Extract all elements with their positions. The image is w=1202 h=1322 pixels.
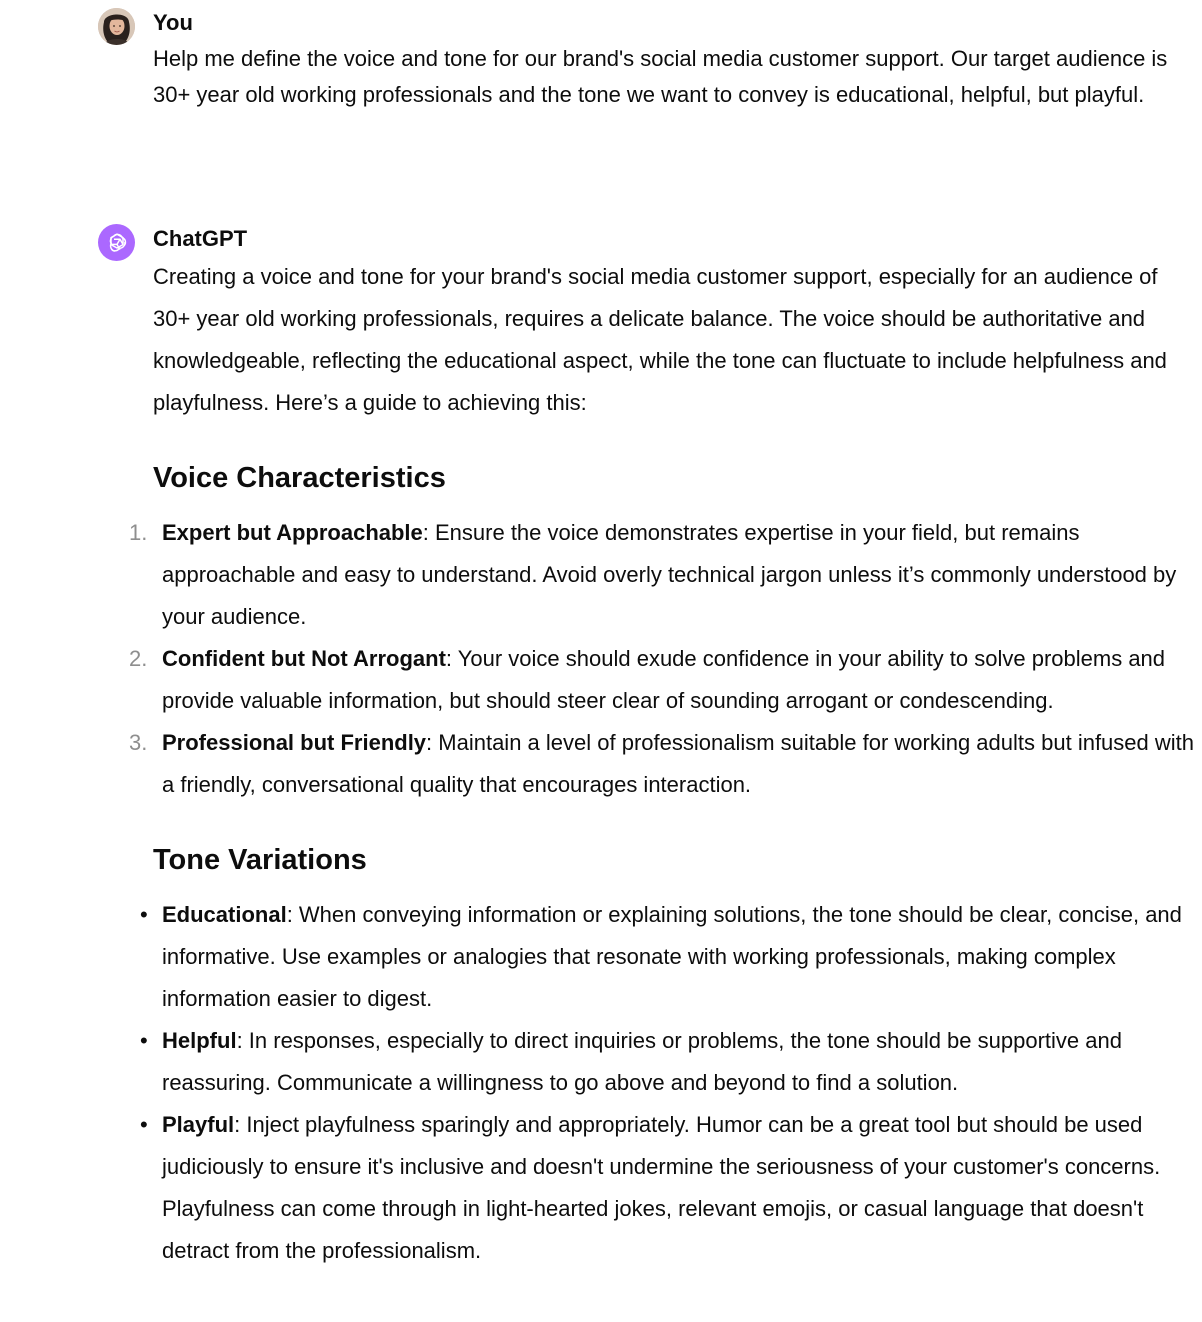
- list-item-text: : Ensure the voice demonstrates expertise in your field, but remains approachable and easy to understand. Avoid overly technical jargon unless it’s commonly understood by your audience.: [162, 520, 1177, 629]
- list-number: 1.: [129, 520, 148, 545]
- list-item-text: : Maintain a level of professionalism suitable for working adults but infused with a friendly, conversational quality that encourages interaction.: [162, 730, 1194, 797]
- list-item: [129, 638, 1194, 722]
- list-number: 2.: [129, 646, 148, 671]
- voice-characteristics-heading: Voice Characteristics: [153, 462, 446, 494]
- voice-characteristics-list: [129, 512, 1194, 806]
- bullet-icon: •: [140, 1112, 148, 1137]
- list-item-text: : Your voice should exude confidence in your ability to solve problems and provide valuable information, but should steer clear of sounding arrogant or condescending.: [162, 646, 1166, 713]
- list-item-title: Educational: [162, 902, 287, 927]
- assistant-author-name: ChatGPT: [153, 226, 248, 251]
- list-item: [140, 1104, 1194, 1272]
- user-author-name: You: [153, 10, 193, 35]
- list-item-title: Helpful: [162, 1028, 237, 1053]
- assistant-avatar: [98, 224, 135, 261]
- list-item-title: Playful: [162, 1112, 235, 1137]
- user-message-text: Help me define the voice and tone for our brand's social media customer support. Our target audience is 30+ year old working professionals and the tone we want to convey is educational, helpful, but playful.: [153, 46, 1168, 107]
- assistant-response: [129, 256, 1194, 1272]
- list-item: [140, 1020, 1194, 1104]
- list-item: [140, 894, 1194, 1020]
- list-item: [129, 512, 1194, 638]
- list-item-title: Expert but Approachable: [162, 520, 423, 545]
- tone-variations-heading: Tone Variations: [153, 844, 367, 876]
- list-item-title: Professional but Friendly: [162, 730, 427, 755]
- list-item: [129, 722, 1194, 806]
- assistant-message: [98, 222, 1194, 1272]
- bullet-icon: •: [140, 902, 148, 927]
- list-number: 3.: [129, 730, 148, 755]
- user-avatar-photo-icon: [98, 8, 135, 45]
- list-item-text: : When conveying information or explaining solutions, the tone should be clear, concise, and informative. Use examples or analogies that resonate with working professionals, making complex information easier to digest.: [162, 902, 1182, 1011]
- tone-variations-list: [140, 894, 1194, 1272]
- assistant-intro: Creating a voice and tone for your brand's social media customer support, especially for an audience of 30+ year old working professionals, requires a delicate balance. The voice should be authoritative and knowledgeable, reflecting the educational aspect, while the tone can fluctuate to include helpfulness and playfulness. Here’s a guide to achieving this:: [153, 264, 1167, 415]
- user-message: [98, 6, 1194, 113]
- list-item-text: : In responses, especially to direct inquiries or problems, the tone should be supportive and reassuring. Communicate a willingness to go above and beyond to find a solution.: [162, 1028, 1122, 1095]
- bullet-icon: •: [140, 1028, 148, 1053]
- user-avatar: [98, 8, 135, 45]
- list-item-text: : Inject playfulness sparingly and appropriately. Humor can be a great tool but should be used judiciously to ensure it's inclusive and doesn't undermine the seriousness of your customer's concerns. Playfulness can come through in light-hearted jokes, relevant emojis, or casual language that doesn't detract from the professionalism.: [162, 1112, 1161, 1263]
- list-item-title: Confident but Not Arrogant: [162, 646, 446, 671]
- openai-logo-icon: [105, 231, 129, 255]
